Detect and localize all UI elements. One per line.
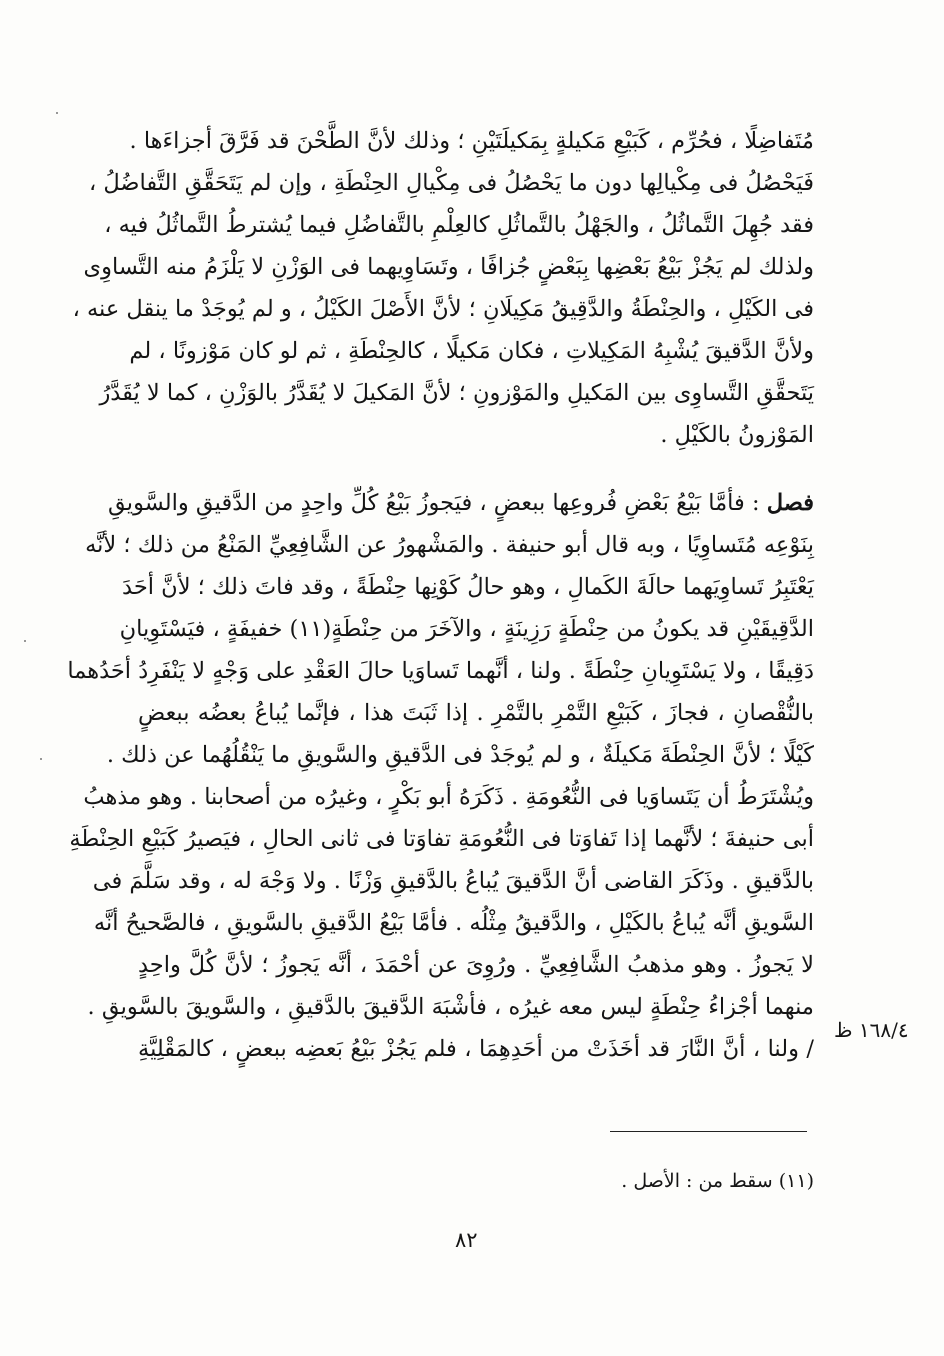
scan-speck bbox=[40, 758, 42, 760]
text-line: فقد جُهِلَ التَّماثُلُ ، والجَهْلُ بالتَّماثُلِ كالعِلْمِ بالتَّفاضُلِ فيما يُشترطُ التَّماثُلُ فيه ، bbox=[104, 212, 814, 238]
scan-speck bbox=[24, 640, 26, 642]
text-line: / ولنا ، أنَّ النَّارَ قد أخَذَتْ من أحَدِهِمَا ، فلم يَجُزْ بَيْعُ بَعضِه ببعضٍ ، كالمَقْلِيَّةِ bbox=[138, 1036, 814, 1062]
text-line: بالدَّقيقِ . وذَكَرَ القاضى أنَّ الدَّقيقَ يُباعُ بالدَّقيقِ وَزْنًا . ولا وَجْهَ له ، وقد سَلَّمَ فى bbox=[92, 868, 814, 894]
text-line-rest: : فأمَّا بَيْعُ بَعْضِ فُروعِها ببعضٍ ، فيَجوزُ بَيْعُ كُلِّ واحِدٍ من الدَّقيقِ والسَّويقِ bbox=[108, 490, 760, 516]
text-line: لا يَجوزُ . وهو مذهبُ الشَّافِعِيِّ . ورُوِىَ عن أحْمَدَ ، أنَّه يَجوزُ ؛ لأنَّ كُلَّ واحِدٍ bbox=[138, 952, 814, 978]
text-line: فى الكَيْلِ ، والحِنْطَةُ والدَّقِيقُ مَكِيلَانِ ؛ لأنَّ الأَصْلَ الكَيْلُ ، و لم يُوجَدْ ما ينقل عنه ، bbox=[72, 296, 814, 322]
margin-reference: ١٦٨/٤ ظ bbox=[834, 1018, 909, 1042]
paragraph-2 bbox=[67, 482, 814, 1070]
scan-speck bbox=[56, 112, 58, 114]
paragraph-1 bbox=[72, 120, 814, 456]
text-line: منهما أجْزاءُ حِنْطَةٍ ليس معه غيرُه ، فأشْبَهَ الدَّقيقَ بالدَّقيقِ ، والسَّويقَ بالسَّويقِ . bbox=[87, 994, 814, 1020]
footnote-divider bbox=[610, 1131, 807, 1132]
text-line: ويُشْتَرَطُ أن يَتَساوَيا فى النُّعُومَةِ . ذَكَرَهُ أبو بَكْرٍ ، وغيرُه من أصحابنا . وهو مذهبُ bbox=[83, 784, 814, 810]
text-line: مُتَفاضِلًا ، فحُرِّم ، كَبَيْعِ مَكيلةٍ بِمَكيلَتَيْنِ ؛ وذلك لأنَّ الطَّحْنَ قد فَرَّقَ أجزاءَها . bbox=[129, 128, 814, 154]
text-line: ولأنَّ الدَّقيقَ يُشْبِهُ المَكِيلاتِ ، فكان مَكيلًا ، كالحِنْطَةِ ، ثم لو كان مَوْزونًا ، لم bbox=[129, 338, 814, 364]
text-line-first bbox=[108, 482, 814, 524]
text-line: بالنُّقْصانِ ، فجازَ ، كَبَيْعِ التَّمْرِ بالتَّمْرِ . إذا ثَبَتَ هذا ، فإنَّما يُباعُ بعضُه ببعضٍ bbox=[138, 700, 814, 726]
text-line: يَعْتَبِرُ تَساوِيَهما حالَةَ الكَمالِ ، وهو حالُ كَوْنِها حِنْطَةً ، وقد فاتَ ذلك ؛ لأنَّ أحَدَ bbox=[122, 574, 814, 600]
section-heading-fasl: فصل bbox=[766, 490, 814, 516]
text-line: فَيَحْصُلُ فى مِكْيالِها دون ما يَحْصُلُ فى مِكْيالِ الحِنْطَةِ ، وإن لم يَتَحَقَّقِ التَّفاضُلُ ، bbox=[88, 170, 814, 196]
page-number: ٨٢ bbox=[455, 1228, 478, 1252]
text-line: أبى حنيفةَ ؛ لأنَّهما إذا تَفاوَتا فى النُّعُومَةِ تفاوَتا فى ثانى الحالِ ، فيَصيرُ كَبَيْعِ الحِنْطَةِ bbox=[69, 826, 814, 852]
text-line: ولذلك لم يَجُزْ بَيْعُ بَعْضِها بِبَعْضٍ جُزافًا ، وتَسَاوِيهما فى الوَزْنِ لا يَلْزَمُ منه التَّساوِى bbox=[83, 254, 814, 280]
text-line: يَتَحقَّقِ التَّساوِى بين المَكيلِ والمَوْزونِ ؛ لأنَّ المَكيلَ لا يُقَدَّرُ بالوَزْنِ ، كما لا يُقَدَّرُ bbox=[99, 380, 814, 406]
text-line: المَوْزونُ بالكَيْلِ . bbox=[660, 422, 814, 448]
footnote: (١١) سقط من : الأصل . bbox=[621, 1170, 814, 1192]
text-line: بِنَوْعِه مُتَساوِيًا ، وبه قال أبو حنيفة . والمَشْهورُ عن الشَّافِعِيِّ المَنْعُ من ذلك ؛ لأنَّه bbox=[85, 532, 814, 558]
text-line: الدَّقِيقَيْنِ قد يكونُ من حِنْطَةٍ رَزِينَةٍ ، والآخَرَ من حِنْطَةٍ(١١) خفيفَةٍ ، فيَسْتَوِيانِ bbox=[119, 616, 814, 642]
text-line: السَّويقِ أنَّه يُباعُ بالكَيْلِ ، والدَّقيقُ مِثْلُه . فأمَّا بَيْعُ الدَّقيقِ بالسَّويقِ ، فالصَّحيحُ أنَّه bbox=[93, 910, 814, 936]
text-line: كَيْلًا ؛ لأنَّ الحِنْطَةَ مَكيلَةٌ ، و لم يُوجَدْ فى الدَّقيقِ والسَّويقِ ما يَنْقُلُهُما عن ذلك . bbox=[106, 742, 814, 768]
text-line: دَقِيقًا ، ولا يَسْتَوِيانِ حِنْطَةً . ولنا ، أنَّهما تَساوَيا حالَ العَقْدِ على وَجْهٍ لا يَنْفَرِدُ أحَدُهما bbox=[67, 658, 814, 684]
